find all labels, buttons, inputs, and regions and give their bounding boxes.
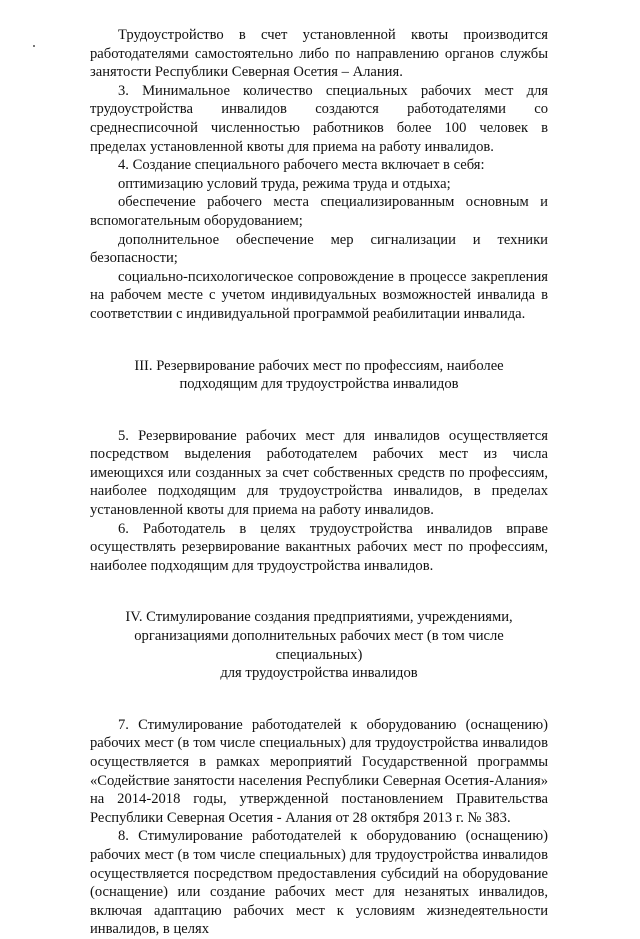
spacer	[90, 683, 548, 716]
paragraph-5-reservation: 5. Резервирование рабочих мест для инвалидов осуществляется посредством выделения работодателем рабочих мест из числа имеющихся или созданных за счет собственных средств по профессиям, наиболее подходящим для трудоустройства инвалидов, в пределах установленной квоты для приема на работу инвалидов.	[90, 427, 548, 519]
paragraph-3-minimum-workplaces: 3. Минимальное количество специальных рабочих мест для трудоустройства инвалидов создаются работодателями со среднесписочной численностью работников более 100 человек в пределах установленной квоты для приема на работу инвалидов.	[90, 82, 548, 155]
section-4-heading-line-3: для трудоустройства инвалидов	[220, 665, 418, 682]
scan-speck	[33, 45, 35, 47]
paragraph-4-special-workplace: 4. Создание специального рабочего места включает в себя:	[118, 157, 485, 174]
section-4-heading-line-2: организациями дополнительных рабочих мест (в том числе специальных)	[134, 628, 504, 663]
section-3-heading-line-1: III. Резервирование рабочих мест по профессиям, наиболее	[134, 357, 504, 374]
paragraph-7-stimulation-program: 7. Стимулирование работодателей к оборудованию (оснащению) рабочих мест (в том числе специальных) для трудоустройства инвалидов осуществляется в рамках мероприятий Государственной программы «Содействие занятости населения Республики Северная Осетия-Алания» на 2014-2018 годы, утвержденной постановлением Правительства Республики Северная Осетия - Алания от 28 октября 2013 г. № 383.	[90, 716, 548, 826]
section-3-heading-line-2: подходящим для трудоустройства инвалидов	[179, 376, 459, 393]
list-item-optimization: оптимизацию условий труда, режима труда и отдыха;	[118, 175, 451, 192]
spacer	[90, 394, 548, 427]
list-item-equipment: обеспечение рабочего места специализированным основным и вспомогательным оборудованием;	[90, 194, 548, 229]
paragraph-quota-employment: Трудоустройство в счет установленной квоты производится работодателями самостоятельно либо по направлению органов службы занятости Республики Северная Осетия – Алания.	[90, 27, 548, 81]
section-4-heading	[90, 608, 548, 682]
paragraph-8-subsidies: 8. Стимулирование работодателей к оборудованию (оснащению) рабочих мест (в том числе специальных) для трудоустройства инвалидов осуществляется посредством предоставления субсидий на оборудование (оснащение) или создание рабочих мест для незанятых инвалидов, включая адаптацию рабочих мест к условиям жизнедеятельности инвалидов, в целях	[90, 828, 548, 938]
section-3-heading	[90, 357, 548, 394]
paragraph-6-employer-right: 6. Работодатель в целях трудоустройства инвалидов вправе осуществлять резервирование вакантных рабочих мест по профессиям, наиболее подходящим для трудоустройства инвалидов.	[90, 520, 548, 574]
spacer	[90, 324, 548, 357]
section-4-heading-line-1: IV. Стимулирование создания предприятиями, учреждениями,	[125, 609, 513, 626]
spacer	[90, 575, 548, 608]
list-item-safety: дополнительное обеспечение мер сигнализации и техники безопасности;	[90, 231, 548, 267]
list-item-support: социально-психологическое сопровождение в процессе закрепления на рабочем месте с учетом индивидуальных возможностей инвалида в соответствии с индивидуальной программой реабилитации инвалида.	[90, 268, 548, 322]
